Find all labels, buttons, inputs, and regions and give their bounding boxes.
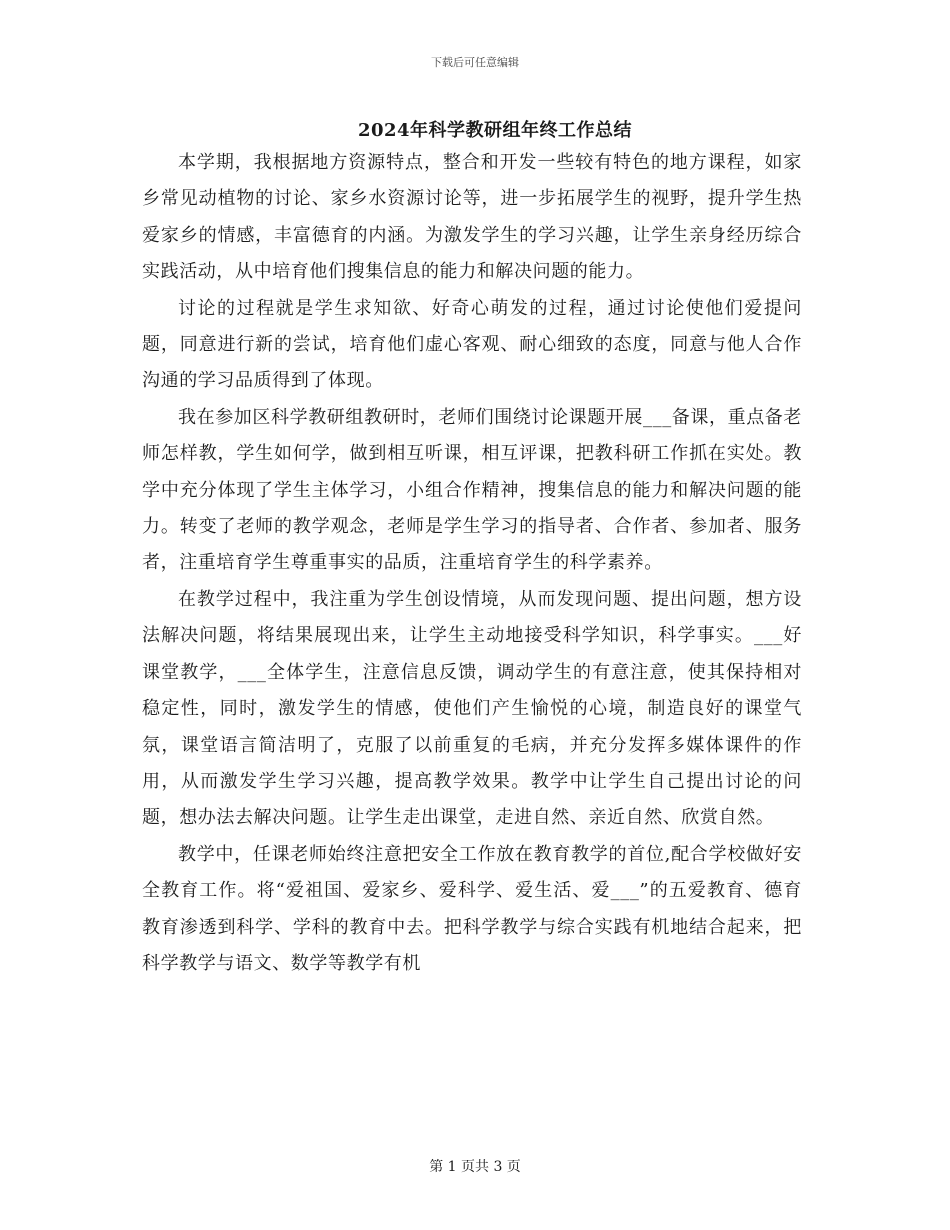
paragraph: 在教学过程中，我注重为学生创设情境，从而发现问题、提出问题，想方设法解决问题，将结果展现出来，让学生主动地接受科学知识，科学事实。___好课堂教学，___全体学生，注意信息反馈，调动学生的有意注意，使其保持相对稳定性，同时，激发学生的情感，使他们产生愉悦的心境，制造良好的课堂气氛，课堂语言简洁明了，克服了以前重复的毛病，并充分发挥多媒体课件的作用，从而激发学生学习兴趣，提高教学效果。教学中让学生自己提出讨论的问题，想办法去解决问题。让学生走出课堂，走进自然、亲近自然、欣赏自然。 (142, 588, 802, 829)
header-note: 下载后可任意编辑 (431, 56, 519, 69)
paragraph: 本学期，我根据地方资源特点，整合和开发一些较有特色的地方课程，如家乡常见动植物的讨论、家乡水资源讨论等，进一步拓展学生的视野，提升学生热爱家乡的情感，丰富德育的内涵。为激发学生的学习兴趣，让学生亲身经历综合实践活动，从中培育他们搜集信息的能力和解决问题的能力。 (142, 152, 802, 283)
page-number: 第 1 页共 3 页 (429, 1159, 521, 1175)
paragraph: 讨论的过程就是学生求知欲、好奇心萌发的过程，通过讨论使他们爱提问题，同意进行新的尝试，培育他们虚心客观、耐心细致的态度，同意与他人合作沟通的学习品质得到了体现。 (142, 297, 802, 392)
paragraph: 我在参加区科学教研组教研时，老师们围绕讨论课题开展___备课，重点备老师怎样教，学生如何学，做到相互听课，相互评课，把教科研工作抓在实处。教学中充分体现了学生主体学习，小组合作精神，搜集信息的能力和解决问题的能力。转变了老师的教学观念，老师是学生学习的指导者、合作者、参加者、服务者，注重培育学生尊重事实的品质，注重培育学生的科学素养。 (142, 406, 802, 574)
paragraph: 教学中，任课老师始终注意把安全工作放在教育教学的首位,配合学校做好安全教育工作。将“爱祖国、爱家乡、爱科学、爱生活、爱___”的五爱教育、德育教育渗透到科学、学科的教育中去。把科学教学与综合实践有机地结合起来，把科学教学与语文、数学等教学有机 (142, 843, 802, 974)
document-title: 2024年科学教研组年终工作总结 (357, 120, 633, 141)
document-body (142, 145, 802, 982)
